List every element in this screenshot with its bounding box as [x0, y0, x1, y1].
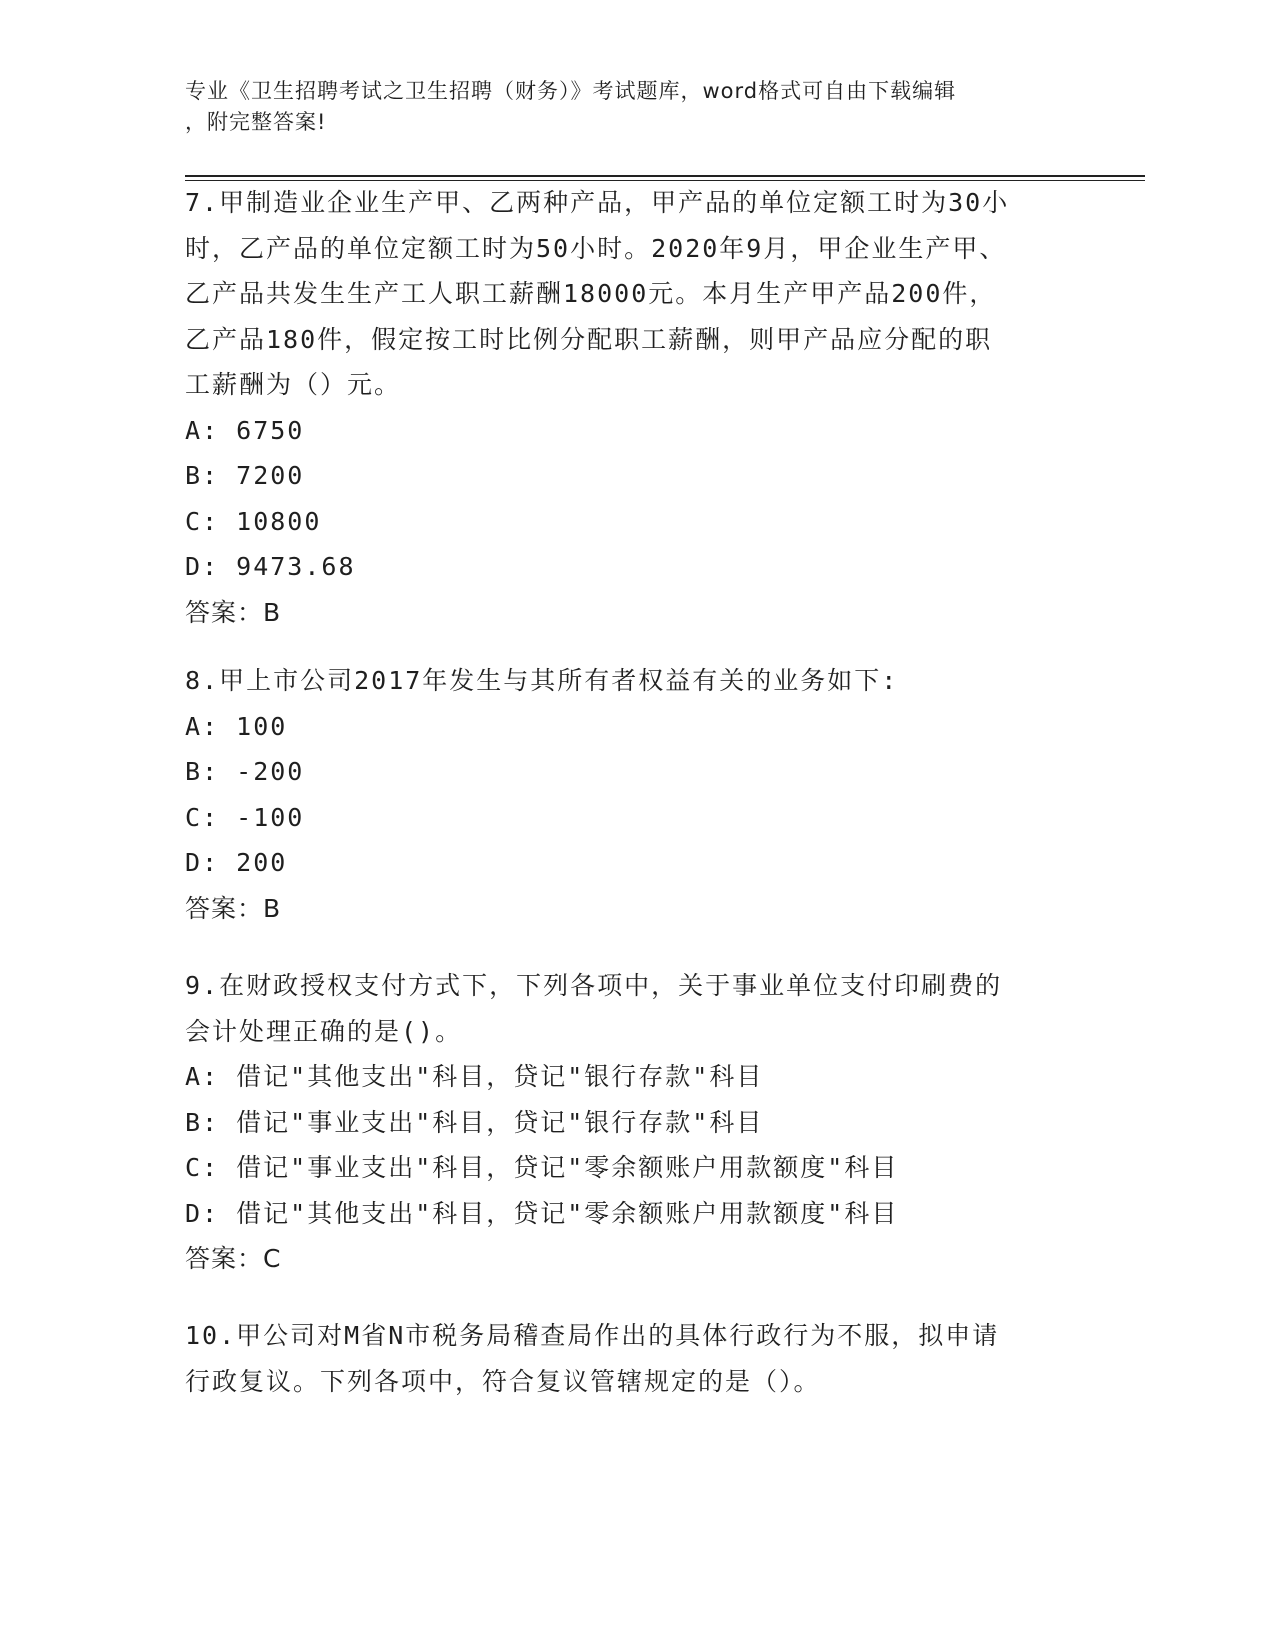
- stem-line: 9.在财政授权支付方式下，下列各项中，关于事业单位支付印刷费的: [185, 971, 1003, 1000]
- answer-line: 答案：B: [185, 597, 282, 627]
- question-7: [185, 180, 1065, 635]
- stem-line: 行政复议。下列各项中，符合复议管辖规定的是（）。: [185, 1366, 821, 1396]
- question-10: [185, 1313, 1065, 1404]
- stem-line: 时，乙产品的单位定额工时为50小时。2020年9月，甲企业生产甲、: [185, 233, 1007, 263]
- stem-line: 乙产品共发生生产工人职工薪酬18000元。本月生产甲产品200件，: [185, 279, 997, 308]
- question-stem: [185, 180, 1065, 408]
- option-b: B: 7200: [185, 461, 305, 490]
- stem-line: 会计处理正确的是()。: [185, 1016, 463, 1046]
- option-a: A: 6750: [185, 415, 305, 445]
- option-c: C: -100: [185, 802, 305, 832]
- option-a: A: 借记"其他支出"科目，贷记"银行存款"科目: [185, 1062, 764, 1091]
- option-c: C: 10800: [185, 506, 322, 536]
- header-line-2: ，附完整答案!: [185, 110, 327, 134]
- option-d: D: 200: [185, 848, 288, 877]
- option-c: C: 借记"事业支出"科目，贷记"零余额账户用款额度"科目: [185, 1153, 899, 1182]
- header-divider-thick: [185, 175, 1145, 177]
- answer-line: 答案：B: [185, 893, 282, 923]
- option-b: B: 借记"事业支出"科目，贷记"银行存款"科目: [185, 1107, 764, 1137]
- stem-line: 8.甲上市公司2017年发生与其所有者权益有关的业务如下:: [185, 666, 899, 695]
- option-a: A: 100: [185, 711, 288, 741]
- option-d: D: 借记"其他支出"科目，贷记"零余额账户用款额度"科目: [185, 1198, 899, 1228]
- header-line-1: 专业《卫生招聘考试之卫生招聘（财务）》考试题库，word格式可自由下载编辑: [185, 79, 957, 103]
- stem-line: 10.甲公司对M省N市税务局稽查局作出的具体行政行为不服，拟申请: [185, 1321, 1000, 1350]
- question-9: [185, 963, 1065, 1282]
- stem-line: 工薪酬为（）元。: [185, 370, 402, 399]
- answer-line: 答案：C: [185, 1244, 282, 1273]
- question-stem: [185, 1313, 1065, 1404]
- document-header: [185, 76, 1065, 138]
- option-d: D: 9473.68: [185, 552, 356, 581]
- stem-line: 乙产品180件，假定按工时比例分配职工薪酬，则甲产品应分配的职: [185, 324, 993, 354]
- option-b: B: -200: [185, 757, 305, 786]
- question-8: [185, 658, 1065, 931]
- stem-line: 7.甲制造业企业生产甲、乙两种产品，甲产品的单位定额工时为30小: [185, 188, 1010, 217]
- question-stem: [185, 658, 1065, 704]
- question-stem: [185, 963, 1065, 1054]
